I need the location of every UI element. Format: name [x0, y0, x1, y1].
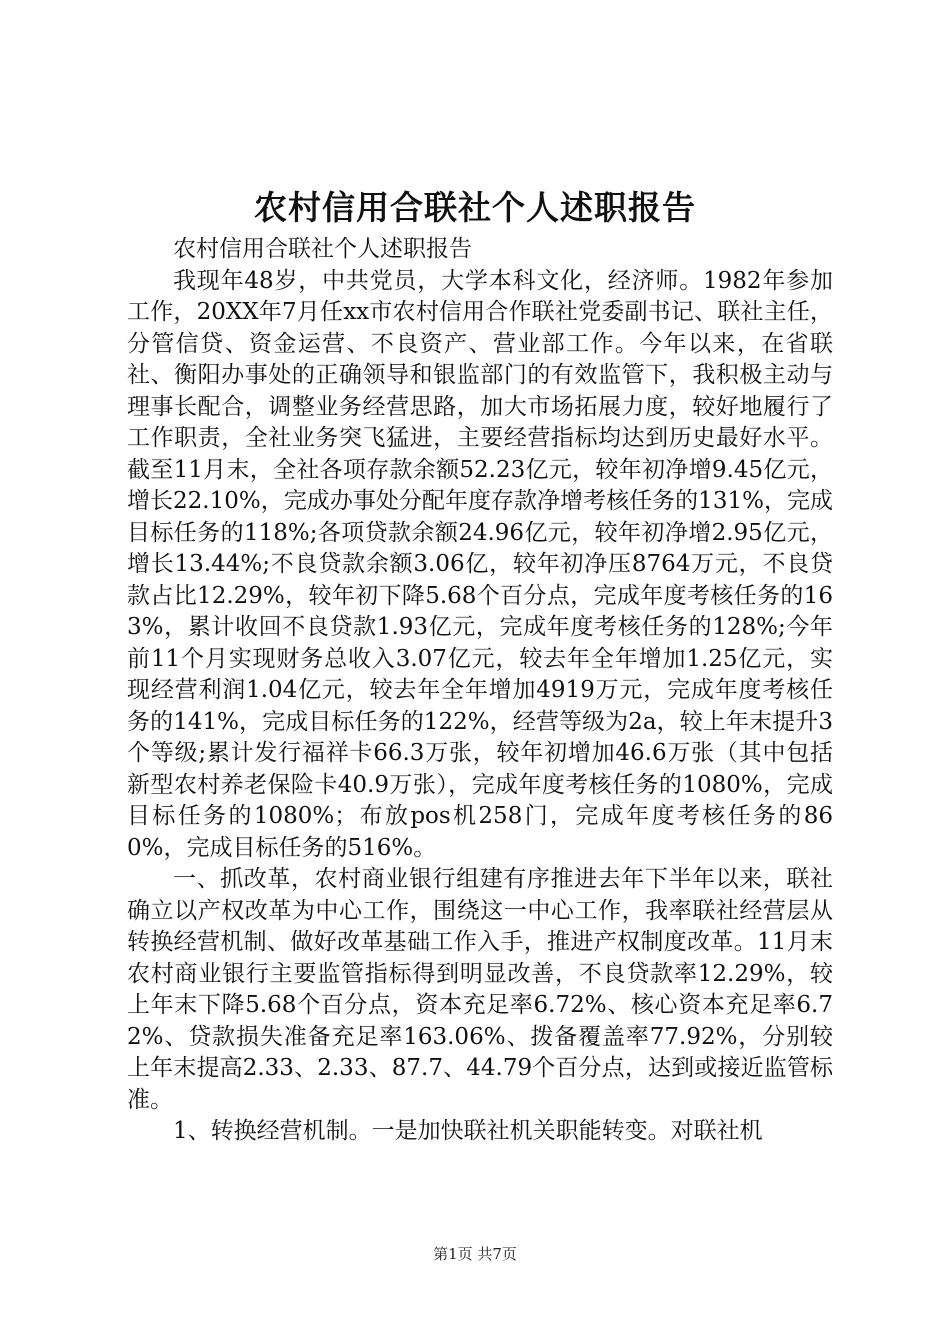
document-body	[127, 234, 833, 1148]
subtitle-paragraph: 农村信用合联社个人述职报告	[173, 236, 472, 262]
paragraph-intro: 我现年48岁，中共党员，大学本科文化，经济师。1982年参加工作，20XX年7月任xx市农村信用合作联社党委副书记、联社主任，分管信贷、资金运营、不良资产、营业部工作。今年以来，在省联社、衡阳办事处的正确领导和银监部门的有效监管下，我积极主动与理事长配合，调整业务经营思路，加大市场拓展力度，较好地履行了工作职责，全社业务突飞猛进，主要经营指标均达到历史最好水平。截至11月末，全社各项存款余额52.23亿元，较年初净增9.45亿元，增长22.10%，完成办事处分配年度存款净增考核任务的131%，完成目标任务的118%;各项贷款余额24.96亿元，较年初净增2.95亿元，增长13.44%;不良贷款余额3.06亿，较年初净压8764万元，不良贷款占比12.29%，较年初下降5.68个百分点，完成年度考核任务的163%，累计收回不良贷款1.93亿元，完成年度考核任务的128%;今年前11个月实现财务总收入3.07亿元，较去年全年增加1.25亿元，实现经营利润1.04亿元，较去年全年增加4919万元，完成年度考核任务的141%，完成目标任务的122%，经营等级为2a，较上年末提升3个等级;累计发行福祥卡66.3万张，较年初增加46.6万张（其中包括新型农村养老保险卡40.9万张），完成年度考核任务的1080%，完成目标任务的1080%；布放pos机258门，完成年度考核任务的860%，完成目标任务的516%。	[127, 267, 833, 861]
page-footer: 第1页 共7页	[433, 1245, 517, 1263]
paragraph-mechanism: 1、转换经营机制。一是加快联社机关职能转变。对联社机	[173, 1118, 763, 1144]
paragraph-reform: 一、抓改革，农村商业银行组建有序推进去年下半年以来，联社确立以产权改革为中心工作，围绕这一中心工作，我率联社经营层从转换经营机制、做好改革基础工作入手，推进产权制度改革。11月末农村商业银行主要监管指标得到明显改善，不良贷款率12.29%，较上年末下降5.68个百分点，资本充足率6.72%、核心资本充足率6.72%、贷款损失准备充足率163.06%、拨备覆盖率77.92%，分别较上年末提高2.33、2.33、87.7、44.79个百分点，达到或接近监管标准。	[127, 866, 833, 1113]
page-title: 农村信用合联社个人述职报告	[254, 188, 696, 227]
